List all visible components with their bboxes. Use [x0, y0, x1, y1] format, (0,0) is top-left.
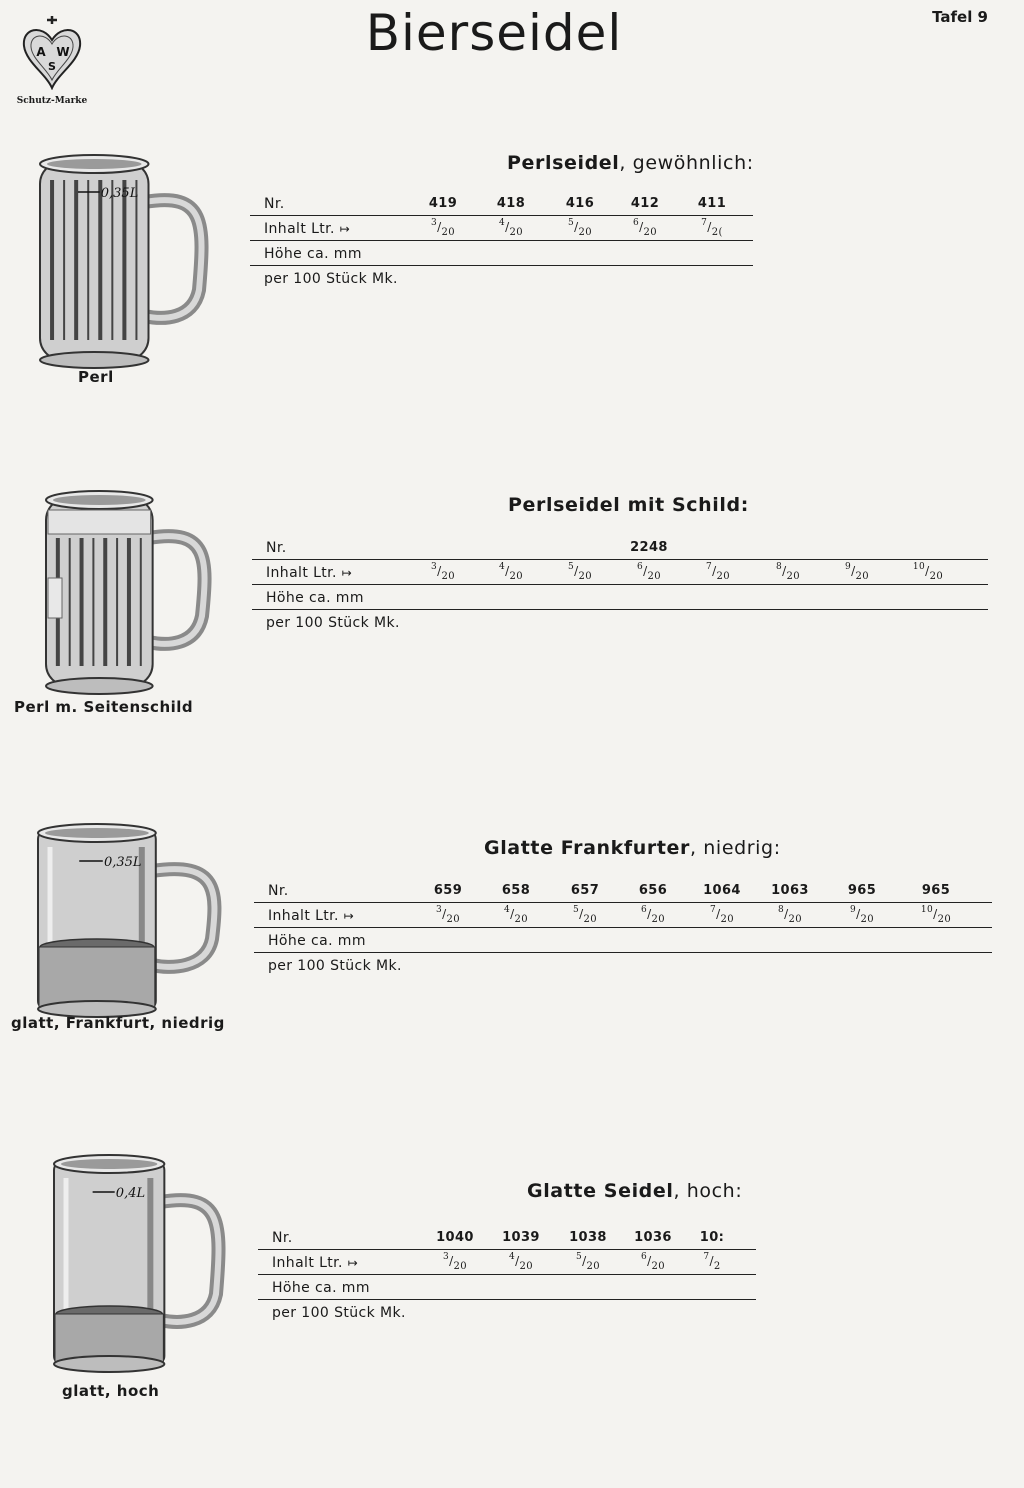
capacity-value: $^3/_{20}$ [430, 562, 456, 582]
article-number: 657 [570, 883, 600, 898]
section-heading [527, 1180, 742, 1202]
row-label-capacity: Inhalt Ltr. ↦ [266, 565, 353, 581]
capacity-value: $^7/_{20}$ [705, 562, 731, 582]
measure-arrow-icon: ↦ [341, 566, 353, 580]
article-number: 411 [697, 196, 727, 211]
row-label-nr: Nr. [268, 883, 289, 899]
beer-mug-illustration [40, 488, 212, 702]
mug-caption: Perl [78, 368, 114, 386]
row-label-price: per 100 Stück Mk. [268, 958, 402, 974]
spec-table [252, 536, 988, 646]
beer-mug-illustration [34, 152, 209, 376]
row-height [252, 586, 988, 610]
capacity-value: $^5/_{20}$ [567, 562, 593, 582]
capacity-value: $^4/_{20}$ [508, 1252, 534, 1272]
mug-capacity-mark: 0,35L [103, 855, 142, 870]
row-price [258, 1301, 756, 1325]
capacity-value: $^4/_{20}$ [498, 562, 524, 582]
row-label-height: Höhe ca. mm [268, 933, 366, 949]
table-rule [258, 1249, 756, 1250]
row-label-height: Höhe ca. mm [264, 246, 362, 262]
capacity-value: $^7/_{2(}$ [701, 218, 723, 238]
section-heading [507, 152, 754, 174]
page-title: Bierseidel [365, 4, 623, 62]
capacity-value: $^3/_{20}$ [435, 905, 461, 925]
article-number: 1036 [634, 1230, 672, 1245]
article-number: 412 [630, 196, 660, 211]
article-number: 2248 [630, 540, 668, 555]
table-rule [258, 1299, 756, 1300]
section-heading-main: Perlseidel [507, 152, 620, 174]
beer-mug-illustration [48, 1152, 226, 1380]
row-label-price: per 100 Stück Mk. [266, 615, 400, 631]
article-number: 965 [921, 883, 951, 898]
table-rule [252, 559, 988, 560]
row-price [254, 954, 992, 978]
row-label-height: Höhe ca. mm [272, 1280, 370, 1296]
section-heading-main: Glatte Seidel [527, 1180, 674, 1202]
section-perl-schild [0, 482, 1024, 822]
section-heading [508, 494, 749, 516]
capacity-value: $^9/_{20}$ [844, 562, 870, 582]
article-number: 656 [638, 883, 668, 898]
table-rule [254, 902, 992, 903]
row-label-nr: Nr. [264, 196, 285, 212]
section-frankfurter [0, 815, 1024, 1155]
article-number: 965 [847, 883, 877, 898]
article-number: 1038 [569, 1230, 607, 1245]
section-glatt-hoch [0, 1148, 1024, 1488]
section-heading-rest: , niedrig: [690, 837, 781, 859]
mug-caption: glatt, Frankfurt, niedrig [11, 1014, 225, 1032]
article-number: 418 [496, 196, 526, 211]
spec-table [254, 879, 992, 989]
capacity-value: $^5/_{20}$ [572, 905, 598, 925]
section-perl [0, 140, 1024, 480]
table-rule [252, 609, 988, 610]
capacity-value: $^3/_{20}$ [442, 1252, 468, 1272]
article-number: 416 [565, 196, 595, 211]
row-label-height: Höhe ca. mm [266, 590, 364, 606]
row-height [258, 1276, 756, 1300]
row-label-capacity: Inhalt Ltr. ↦ [272, 1255, 359, 1271]
capacity-value: $^6/_{20}$ [640, 905, 666, 925]
row-price [252, 611, 988, 635]
row-label-nr: Nr. [272, 1230, 293, 1246]
section-heading-main: Perlseidel mit Schild: [508, 494, 749, 516]
row-label-price: per 100 Stück Mk. [264, 271, 398, 287]
capacity-value: $^7/_{20}$ [709, 905, 735, 925]
section-heading-rest: , gewöhnlich: [619, 152, 754, 174]
table-rule [254, 927, 992, 928]
row-label-capacity: Inhalt Ltr. ↦ [264, 221, 351, 237]
capacity-value: $^8/_{20}$ [777, 905, 803, 925]
measure-arrow-icon: ↦ [343, 909, 355, 923]
row-label-capacity: Inhalt Ltr. ↦ [268, 908, 355, 924]
article-number: 1039 [502, 1230, 540, 1245]
capacity-value: $^9/_{20}$ [849, 905, 875, 925]
article-number: 10: [699, 1230, 725, 1245]
mug-caption: Perl m. Seitenschild [14, 698, 194, 716]
capacity-value: $^4/_{20}$ [503, 905, 529, 925]
mug-caption: glatt, hoch [62, 1382, 160, 1400]
row-price [250, 267, 753, 291]
row-label-nr: Nr. [266, 540, 287, 556]
article-number: 1064 [703, 883, 741, 898]
table-rule [250, 265, 753, 266]
capacity-value: $^5/_{20}$ [567, 218, 593, 238]
article-number: 1040 [436, 1230, 474, 1245]
capacity-value: $^6/_{20}$ [640, 1252, 666, 1272]
row-nr [252, 536, 988, 560]
row-label-price: per 100 Stück Mk. [272, 1305, 406, 1321]
table-rule [254, 952, 992, 953]
capacity-value: $^7/_2$ [703, 1252, 721, 1272]
capacity-value: $^6/_{20}$ [632, 218, 658, 238]
spec-table [258, 1226, 756, 1336]
section-heading-rest: , hoch: [673, 1180, 743, 1202]
plate-number: Tafel 9 [932, 8, 988, 26]
logo-letter-a: A [36, 45, 46, 59]
table-rule [258, 1274, 756, 1275]
capacity-value: $^3/_{20}$ [430, 218, 456, 238]
logo-letter-w: W [56, 45, 70, 59]
table-rule [250, 215, 753, 216]
logo-caption: Schutz-Marke [16, 96, 88, 106]
capacity-value: $^{10}/_{20}$ [912, 562, 944, 582]
mug-capacity-mark: 0,4L [115, 1186, 146, 1201]
beer-mug-illustration [32, 821, 222, 1025]
capacity-value: $^4/_{20}$ [498, 218, 524, 238]
logo-letter-s: S [48, 60, 56, 73]
article-number: 659 [433, 883, 463, 898]
section-heading [484, 837, 781, 859]
capacity-value: $^8/_{20}$ [775, 562, 801, 582]
row-height [250, 242, 753, 266]
section-heading-main: Glatte Frankfurter [484, 837, 691, 859]
mug-capacity-mark: 0,35L [100, 186, 139, 201]
article-number: 658 [501, 883, 531, 898]
capacity-value: $^6/_{20}$ [636, 562, 662, 582]
table-rule [252, 584, 988, 585]
row-height [254, 929, 992, 953]
article-number: 1063 [771, 883, 809, 898]
table-rule [250, 240, 753, 241]
capacity-value: $^5/_{20}$ [575, 1252, 601, 1272]
spec-table [250, 192, 753, 302]
article-number: 419 [428, 196, 458, 211]
capacity-value: $^{10}/_{20}$ [920, 905, 952, 925]
measure-arrow-icon: ↦ [347, 1256, 359, 1270]
measure-arrow-icon: ↦ [339, 222, 351, 236]
